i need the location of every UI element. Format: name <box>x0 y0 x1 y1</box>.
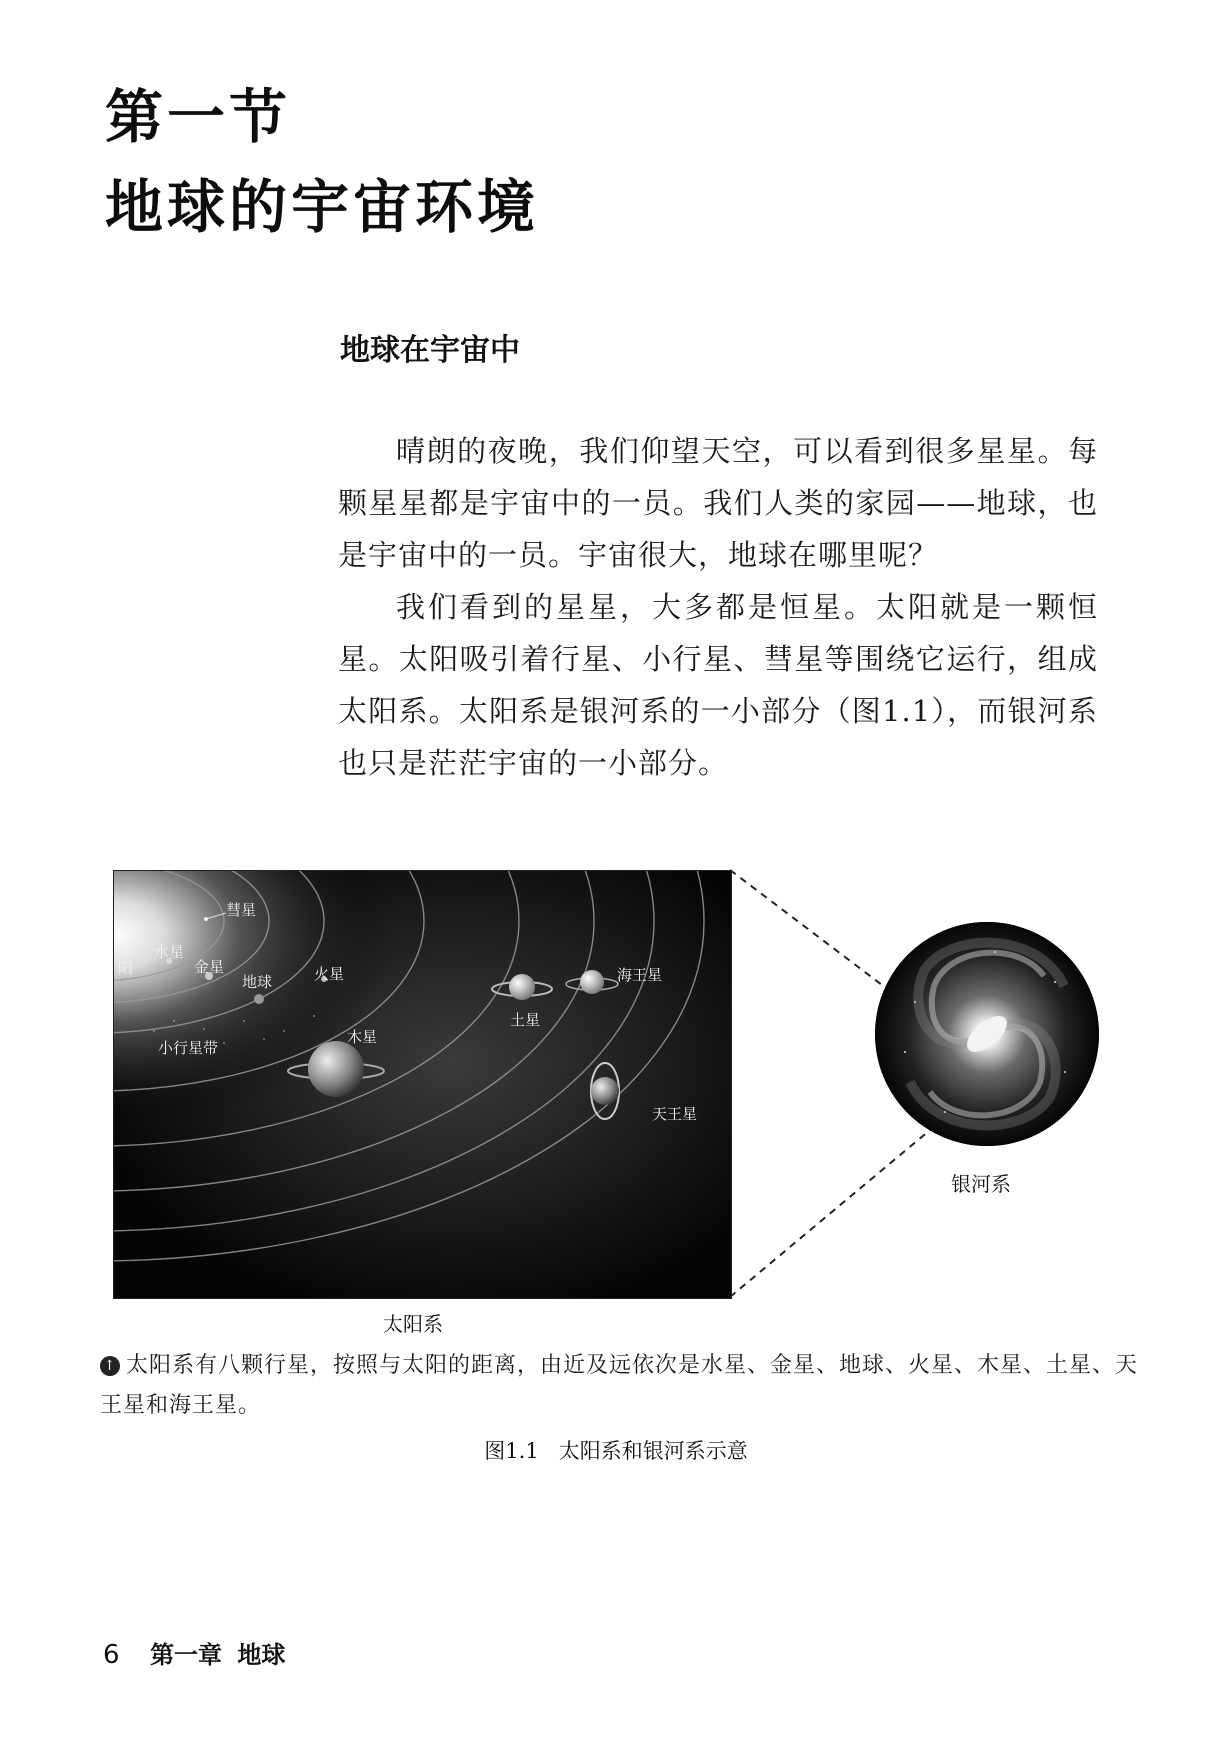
venus-label: 金星 <box>194 958 225 976</box>
uranus-label: 天王星 <box>652 1105 698 1123</box>
solar-system-caption: 太阳系 <box>383 1312 443 1336</box>
figure-note-text: 太阳系有八颗行星，按照与太阳的距离，由近及远依次是水星、金星、地球、火星、木星、土星、天王星和海王星。 <box>100 1353 1139 1418</box>
neptune-label: 海王星 <box>617 966 663 984</box>
figure-title: 太阳系和银河系示意 <box>558 1439 748 1463</box>
page-number: 6 <box>103 1640 120 1670</box>
galaxy-illustration <box>875 922 1099 1146</box>
jupiter-label: 木星 <box>347 1028 378 1046</box>
section-number: 第一节 <box>105 83 292 151</box>
asteroid-belt-label: 小行星带 <box>158 1039 219 1057</box>
paragraph-2: 我们看到的星星，大多都是恒星。太阳就是一颗恒星。太阳吸引着行星、小行星、彗星等围绕它运行，组成太阳系。太阳系是银河系的一小部分（图1.1），而银河系也只是茫茫宇宙的一小部分。 <box>338 590 1098 780</box>
arrow-up-icon: ↑ <box>100 1356 120 1376</box>
figure-note <box>100 1346 1140 1426</box>
mercury-label: 水星 <box>154 943 185 961</box>
galaxy-caption: 银河系 <box>951 1172 1011 1196</box>
figure-caption <box>0 1435 1232 1465</box>
footer-chapter-title: 地球 <box>237 1640 286 1669</box>
mars-label: 火星 <box>314 965 345 983</box>
milky-way-image <box>875 922 1099 1146</box>
sun-label: 太阳 <box>118 941 134 977</box>
section-heading: 地球在宇宙中 <box>340 333 520 368</box>
page-footer <box>103 1635 285 1670</box>
footer-chapter: 第一章 <box>150 1640 223 1669</box>
paragraph-1: 晴朗的夜晚，我们仰望天空，可以看到很多星星。每颗星星都是宇宙中的一员。我们人类的家园——地球，也是宇宙中的一员。宇宙很大，地球在哪里呢？ <box>338 434 1098 572</box>
figure-number: 图1.1 <box>484 1439 539 1463</box>
earth-label: 地球 <box>242 973 273 991</box>
saturn-label: 土星 <box>510 1011 541 1029</box>
comet-label: 彗星 <box>226 901 257 919</box>
page-title: 地球的宇宙环境 <box>105 173 540 241</box>
